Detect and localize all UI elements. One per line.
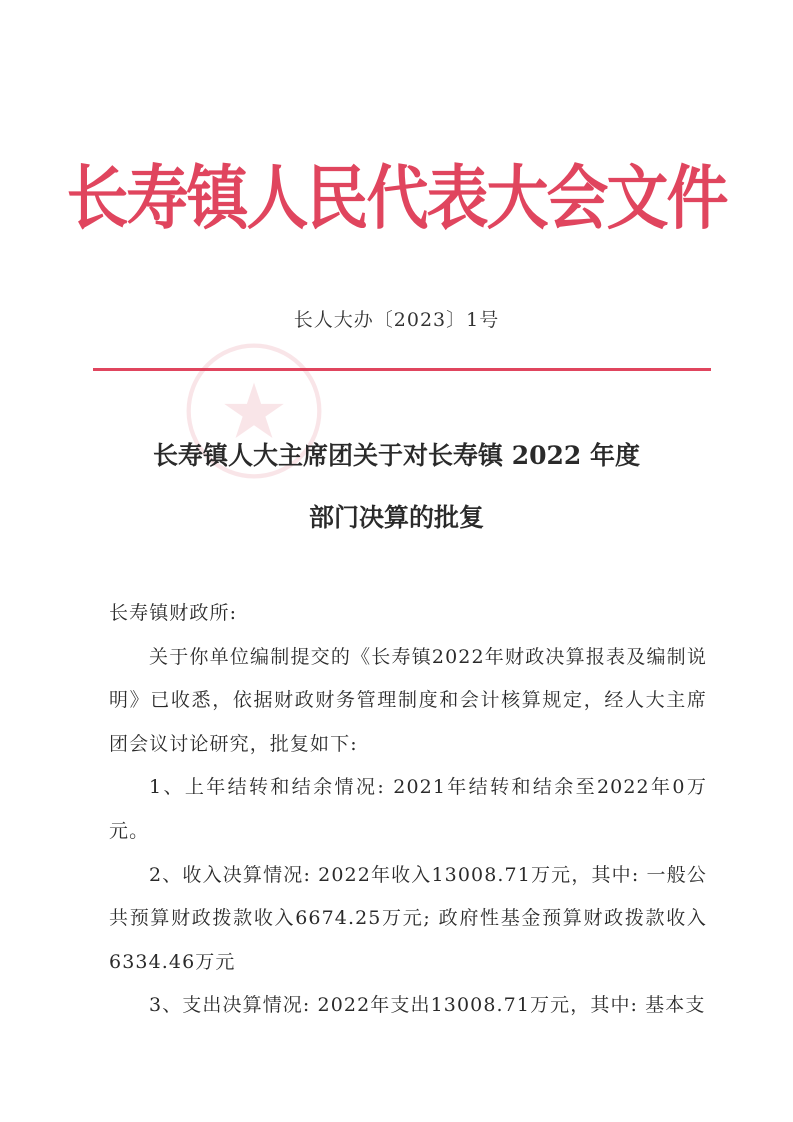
salutation: 长寿镇财政所: (109, 602, 238, 624)
document-number: 长人大办〔2023〕1号 (293, 309, 500, 331)
document-title-line-2: 部门决算的批复 (308, 503, 484, 532)
paragraph-carryover: 1、上年结转和结余情况: 2021年结转和结余至2022年0万元。 (109, 776, 707, 842)
document-title-line-1: 长寿镇人大主席团关于对长寿镇 2022 年度 (153, 441, 640, 470)
paragraph-intro: 关于你单位编制提交的《长寿镇2022年财政决算报表及编制说明》已收悉，依据财政财务管理制度和会计核算规定，经人大主席团会议讨论研究，批复如下: (109, 645, 707, 755)
document-body (109, 592, 707, 1028)
paragraph-revenue: 2、收入决算情况: 2022年收入13008.71万元，其中: 一般公共预算财政拨款收入6674.25万元; 政府性基金预算财政拨款收入6334.46万元 (109, 863, 707, 973)
document-header-title: 长寿镇人民代表大会文件 (66, 156, 727, 239)
paragraph-expenditure: 3、支出决算情况: 2022年支出13008.71万元，其中: 基本支 (149, 994, 706, 1017)
